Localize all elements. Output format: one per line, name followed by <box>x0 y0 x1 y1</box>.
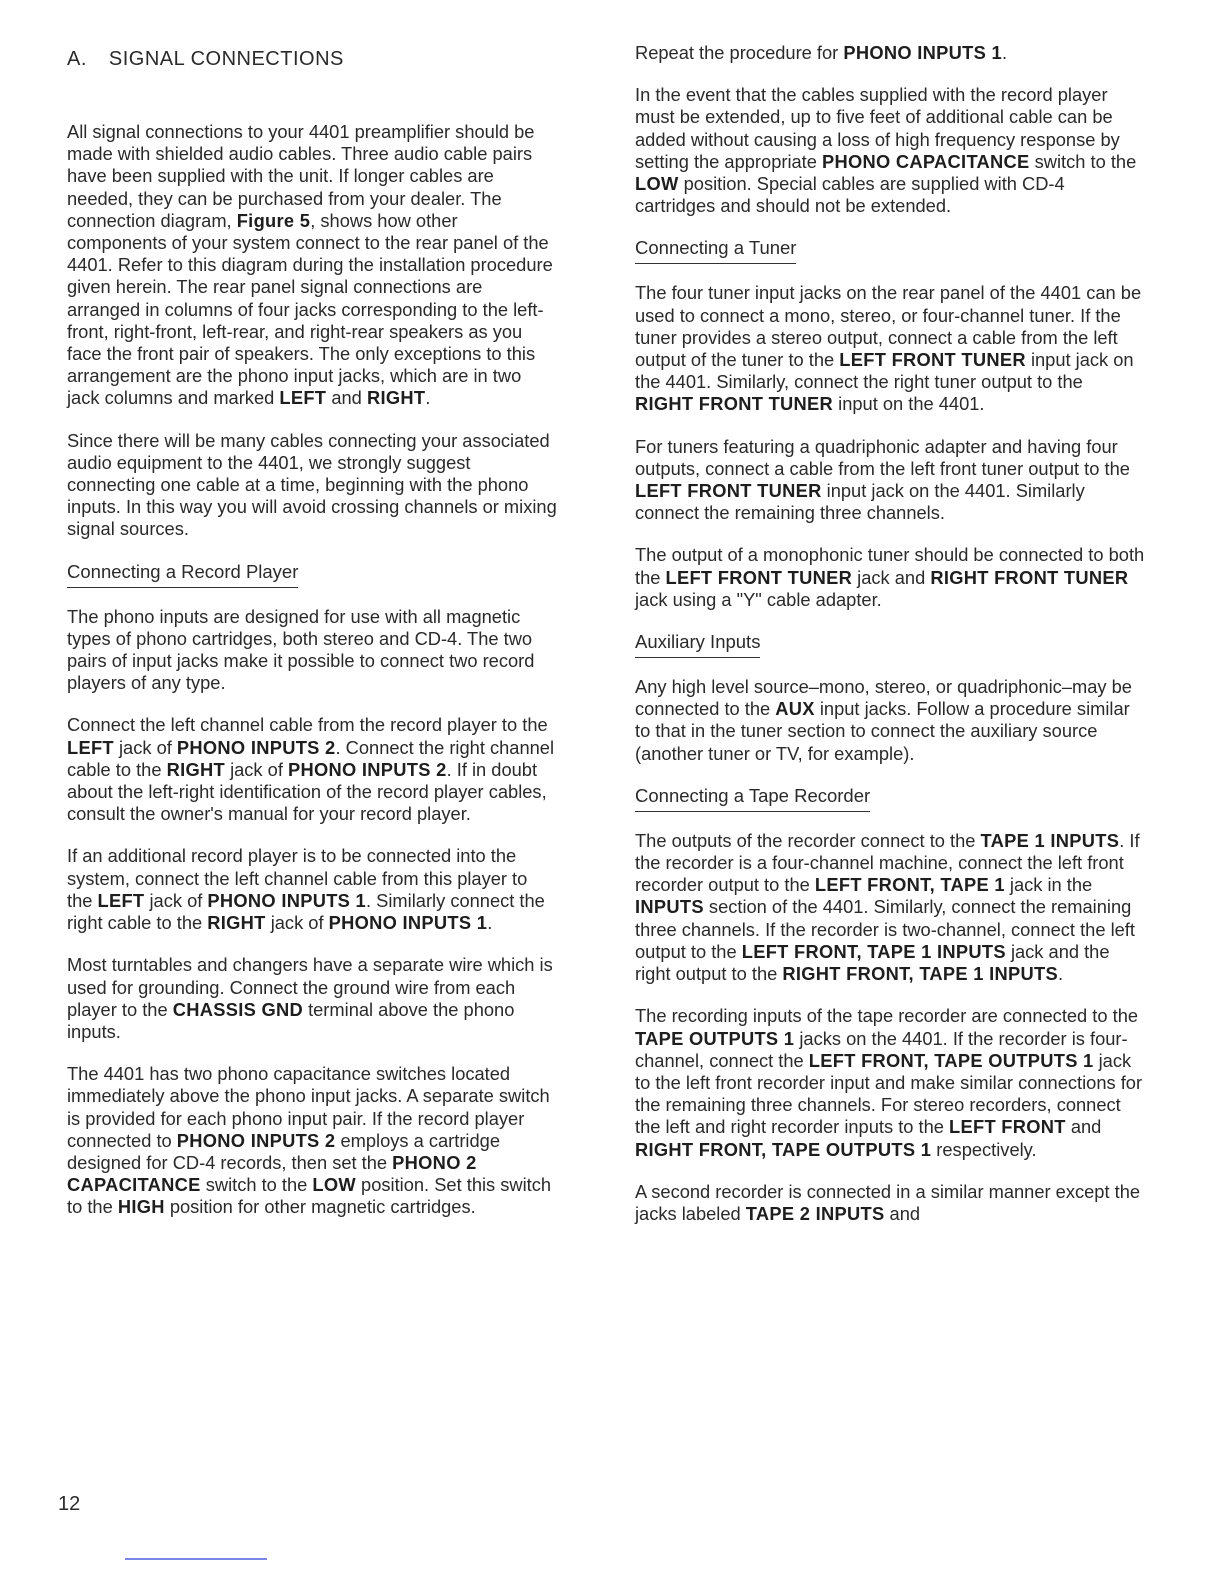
subheading-tape-recorder: Connecting a Tape Recorder <box>635 785 870 812</box>
emphasized-label: RIGHT <box>166 758 225 780</box>
emphasized-label: RIGHT FRONT TUNER <box>635 393 834 415</box>
page-number: 12 <box>58 1493 81 1515</box>
paragraph: Since there will be many cables connecting your associated audio equipment to the 4401, we strongly suggest connecting one cable at a time, beginning with the phono inputs. In this way you will avoid crossing channels or mixing signal sources. <box>67 429 557 540</box>
emphasized-label: LOW <box>635 173 679 195</box>
paragraph: If an additional record player is to be connected into the system, connect the left channel cable from this player to the LEFT jack of PHONO INPUTS 1. Similarly connect the right cable to the RIGHT jack of PHONO INPUTS 1. <box>67 845 545 934</box>
paragraph: The outputs of the recorder connect to the TAPE 1 INPUTS. If the recorder is a four-channel machine, connect the left front recorder output to the LEFT FRONT, TAPE 1 jack in the INPUTS section of the 4401. Similarly, connect the remaining three channels. If the recorder is two-channel, connect the left output to the LEFT FRONT, TAPE 1 INPUTS jack and the right output to the RIGHT FRONT, TAPE 1 INPUTS. <box>635 829 1140 985</box>
emphasized-label: RIGHT FRONT TUNER <box>930 566 1129 588</box>
emphasized-label: LEFT FRONT, TAPE OUTPUTS 1 <box>808 1049 1094 1071</box>
emphasized-label: PHONO INPUTS 2 <box>176 1129 336 1151</box>
paragraph: Any high level source–mono, stereo, or quadriphonic–may be connected to the AUX input jacks. Follow a procedure similar to that in the tuner section to connect the auxiliary source (another tuner or TV, for example). <box>635 676 1132 764</box>
emphasized-label: PHONO INPUTS 2 <box>176 736 336 758</box>
emphasized-label: Figure 5 <box>236 209 311 231</box>
emphasized-label: LEFT <box>97 889 145 911</box>
emphasized-label: TAPE OUTPUTS 1 <box>635 1027 795 1049</box>
emphasized-label: LEFT FRONT TUNER <box>635 480 822 502</box>
paragraph: A second recorder is connected in a similar manner except the jacks labeled TAPE 2 INPUTS and <box>635 1180 1141 1224</box>
section-heading <box>67 48 557 71</box>
emphasized-label: PHONO INPUTS 1 <box>843 42 1002 63</box>
left-column <box>67 48 557 1239</box>
emphasized-label: LEFT FRONT, TAPE 1 INPUTS <box>741 940 1006 962</box>
emphasized-label: LEFT FRONT, TAPE 1 <box>814 874 1005 896</box>
emphasized-label: LOW <box>312 1174 356 1196</box>
subheading-record-player: Connecting a Record Player <box>67 561 298 588</box>
paragraph: The phono inputs are designed for use with all magnetic types of phono cartridges, both stereo and CD-4. The two pairs of input jacks make it possible to connect two record players of any type. <box>67 605 535 694</box>
emphasized-label: RIGHT <box>366 387 426 409</box>
paragraph: The four tuner input jacks on the rear panel of the 4401 can be used to connect a mono, stereo, or four-channel tuner. If the tuner provides a stereo output, connect a cable from the left output of the tuner to the LEFT FRONT TUNER input jack on the 4401. Similarly, connect the right tuner output to the RIGHT FRONT TUNER input on the 4401. <box>635 282 1142 415</box>
subheading-tuner: Connecting a Tuner <box>635 237 796 264</box>
emphasized-label: AUX <box>775 698 815 720</box>
emphasized-label: LEFT <box>67 736 114 758</box>
right-column <box>635 42 1145 1245</box>
paragraph: The 4401 has two phono capacitance switches located immediately above the phono input jacks. A separate switch is provided for each phono input pair. If the record player connected to PHONO INPUTS 2 employs a cartridge designed for CD-4 records, then set the PHONO 2 CAPACITANCE switch to the LOW position. Set this switch to the HIGH position for other magnetic cartridges. <box>67 1063 552 1218</box>
emphasized-label: PHONO 2 CAPACITANCE <box>67 1151 477 1196</box>
emphasized-label: PHONO INPUTS 1 <box>207 889 367 911</box>
scan-artifact-line <box>125 1558 267 1560</box>
section-letter: A. <box>67 48 87 70</box>
emphasized-label: RIGHT <box>207 912 266 934</box>
emphasized-label: LEFT FRONT TUNER <box>839 349 1026 371</box>
emphasized-label: LEFT FRONT <box>949 1116 1066 1138</box>
paragraph: All signal connections to your 4401 preamplifier should be made with shielded audio cables. Three audio cable pairs have been supplied with the unit. If longer cables are needed, they can be purchased from your dealer. The connection diagram, Figure 5, shows how other components of your system connect to the rear panel of the 4401. Refer to this diagram during the installation procedure given herein. The rear panel signal connections are arranged in columns of four jacks corresponding to the left-front, right-front, left-rear, and right-rear speakers as you face the front pair of speakers. The only exceptions to this arrangement are the phono input jacks, which are in two jack columns and marked LEFT and RIGHT. <box>67 121 553 409</box>
emphasized-label: CHASSIS GND <box>172 998 303 1020</box>
emphasized-label: PHONO INPUTS 2 <box>287 758 447 780</box>
paragraph: Connect the left channel cable from the record player to the LEFT jack of PHONO INPUTS 2. Connect the right channel cable to the RIGHT jack of PHONO INPUTS 2. If in doubt about the left-right identification of the record player cables, consult the owner's manual for your record player. <box>67 714 555 825</box>
paragraph: The recording inputs of the tape recorder are connected to the TAPE OUTPUTS 1 jacks on the 4401. If the recorder is four-channel, connect the LEFT FRONT, TAPE OUTPUTS 1 jack to the left front recorder input and make similar connections for the remaining three channels. For stereo recorders, connect the left and right recorder inputs to the LEFT FRONT and RIGHT FRONT, TAPE OUTPUTS 1 respectively. <box>635 1005 1143 1160</box>
emphasized-label: RIGHT FRONT, TAPE OUTPUTS 1 <box>635 1138 932 1160</box>
paragraph: The output of a monophonic tuner should be connected to both the LEFT FRONT TUNER jack and RIGHT FRONT TUNER jack using a "Y" cable adapter. <box>635 544 1145 610</box>
paragraph: Repeat the procedure for PHONO INPUTS 1. <box>635 42 1008 63</box>
emphasized-label: HIGH <box>117 1196 165 1218</box>
emphasized-label: RIGHT FRONT, TAPE 1 INPUTS <box>782 963 1058 985</box>
emphasized-label: LEFT FRONT TUNER <box>665 566 853 588</box>
emphasized-label: PHONO INPUTS 1 <box>328 912 488 934</box>
paragraph: For tuners featuring a quadriphonic adapter and having four outputs, connect a cable from the left front tuner output to the LEFT FRONT TUNER input jack on the 4401. Similarly connect the remaining three channels. <box>635 435 1130 524</box>
emphasized-label: PHONO CAPACITANCE <box>822 150 1030 172</box>
section-title: SIGNAL CONNECTIONS <box>108 48 344 70</box>
emphasized-label: INPUTS <box>635 896 704 918</box>
subheading-auxiliary-inputs: Auxiliary Inputs <box>635 631 760 658</box>
paragraph: Most turntables and changers have a separate wire which is used for grounding. Connect the ground wire from each player to the CHASSIS GND terminal above the phono inputs. <box>67 954 553 1042</box>
paragraph: In the event that the cables supplied with the record player must be extended, up to five feet of additional cable can be added without causing a loss of high frequency response by setting the appropriate PHONO CAPACITANCE switch to the LOW position. Special cables are supplied with CD-4 cartridges and should not be extended. <box>635 84 1137 217</box>
emphasized-label: TAPE 2 INPUTS <box>745 1202 885 1224</box>
emphasized-label: LEFT <box>279 387 327 409</box>
emphasized-label: TAPE 1 INPUTS <box>980 829 1120 851</box>
